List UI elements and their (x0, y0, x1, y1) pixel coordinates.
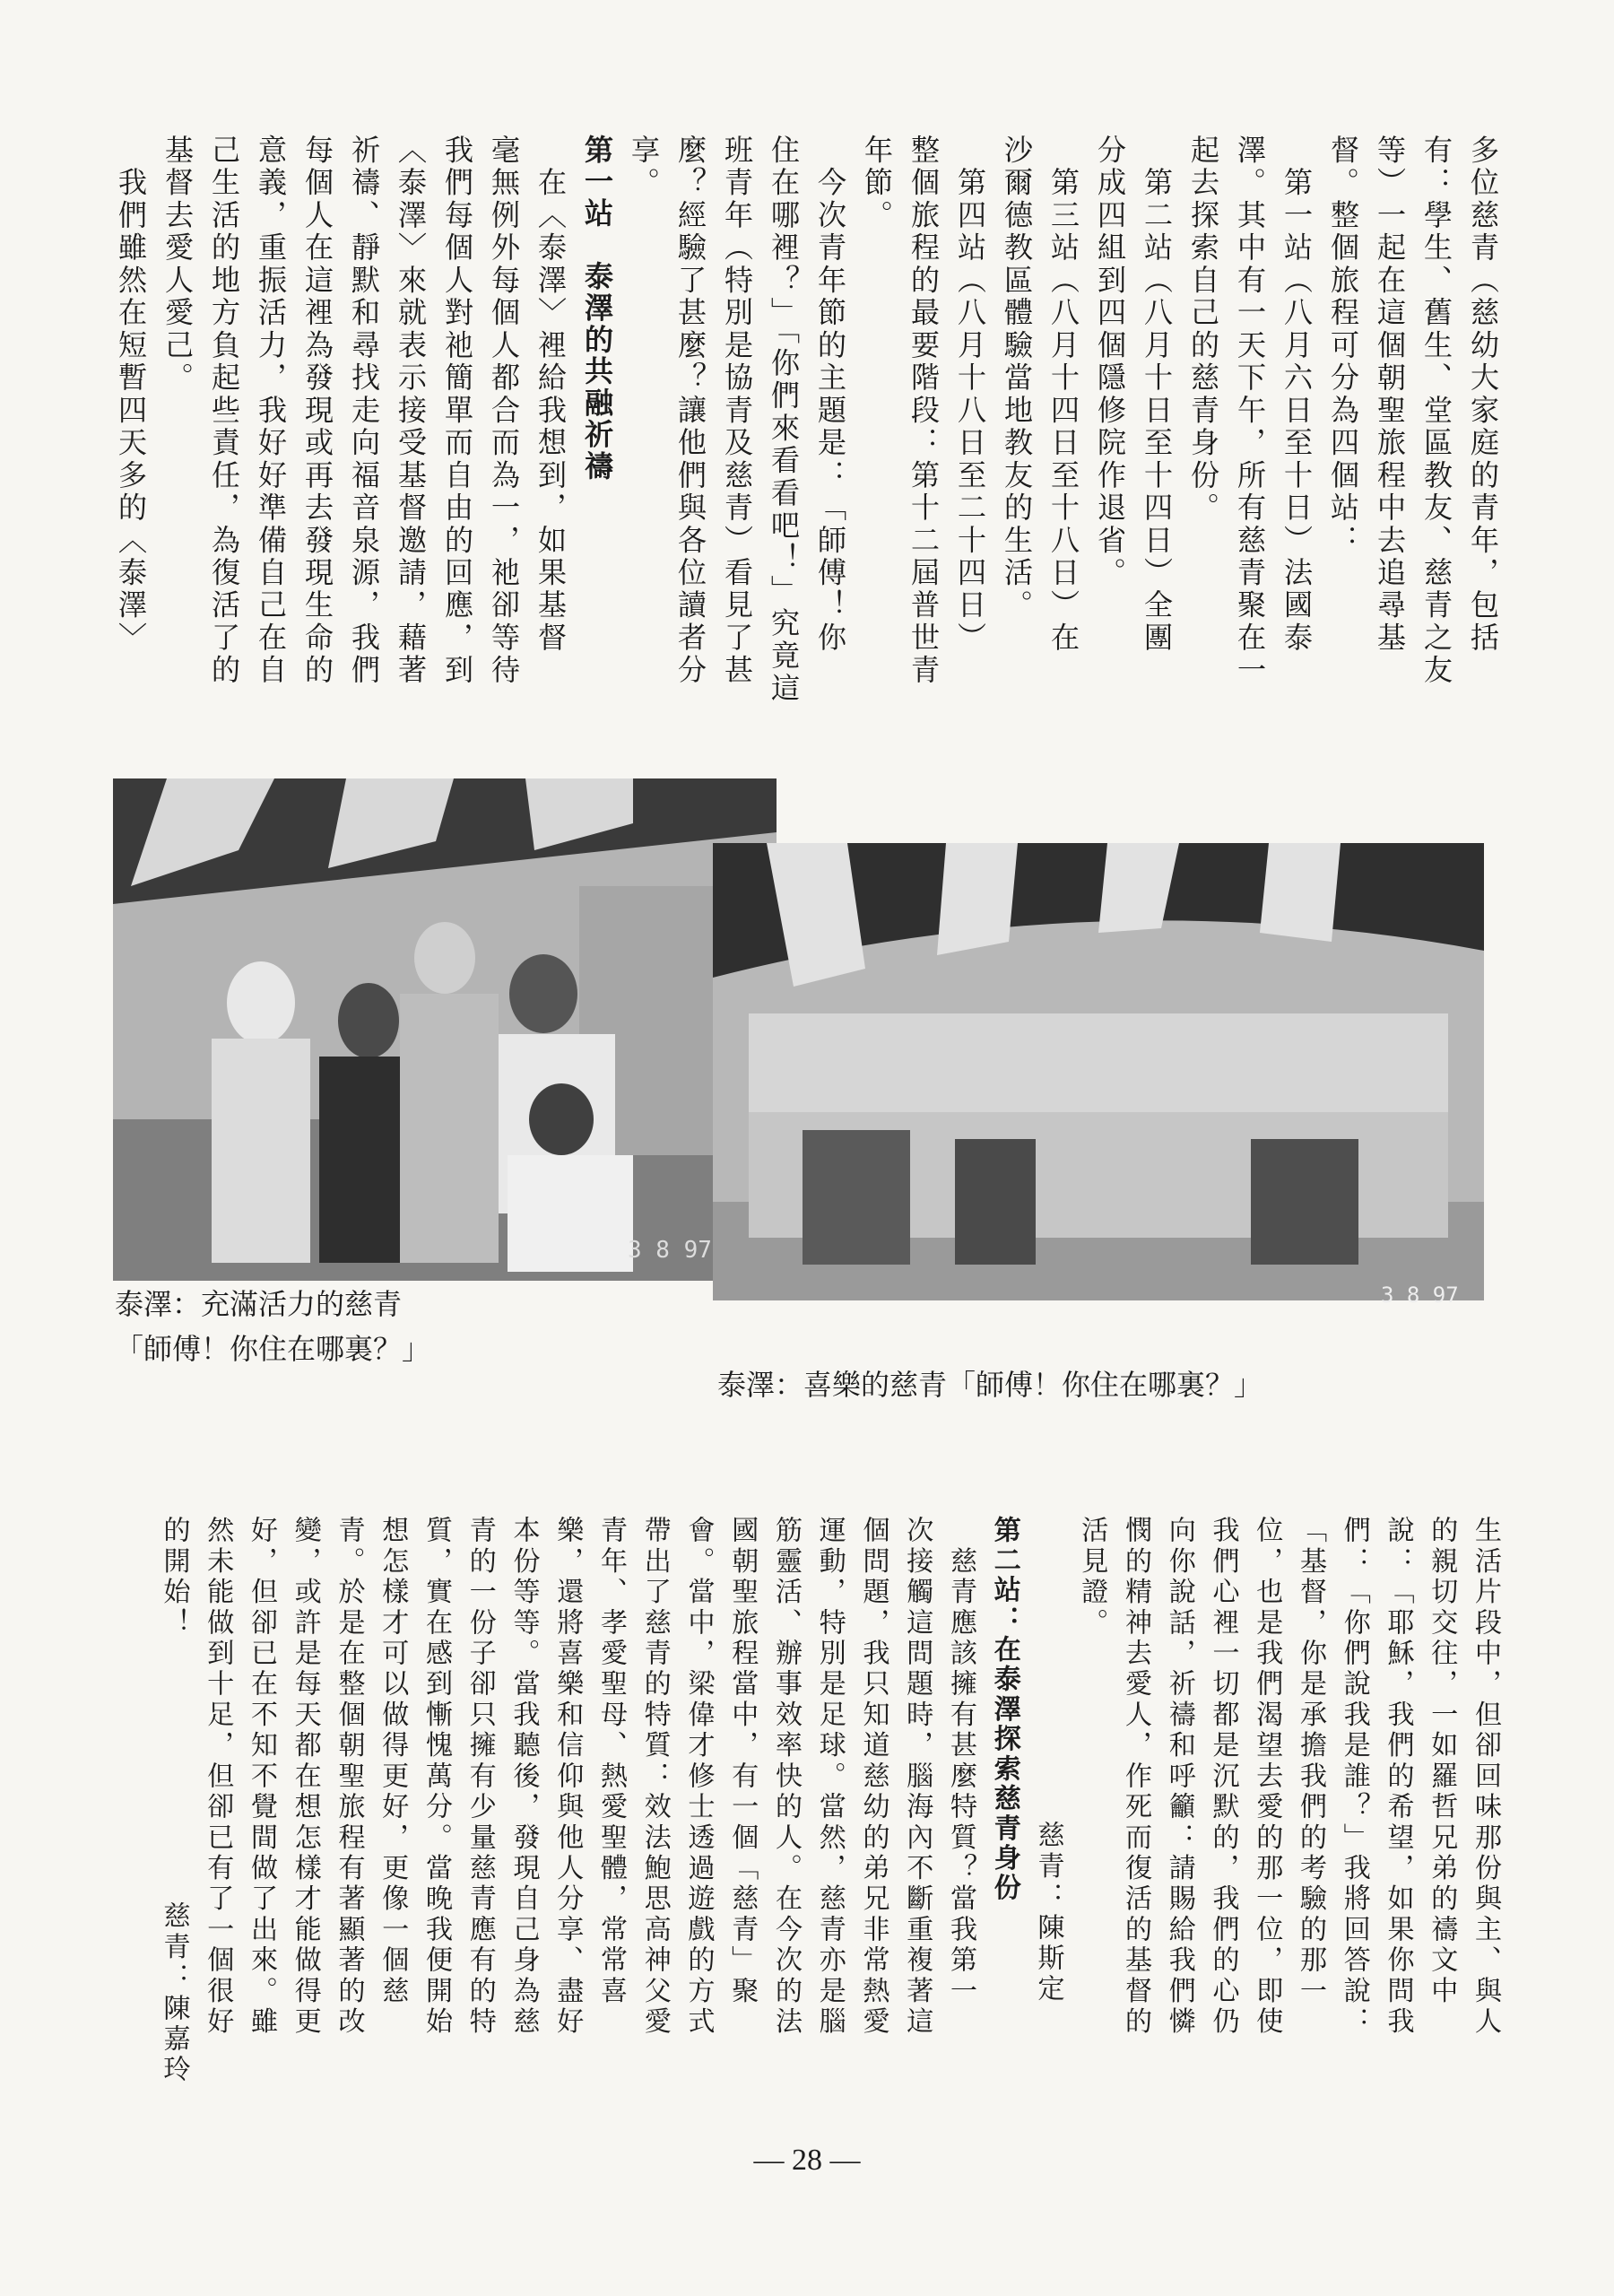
bottom-col: 向你說話，祈禱和呼籲：請賜給我們憐 (1163, 1516, 1195, 2038)
station1-col: 祈禱、靜默和尋找走向福音泉源，我們 (347, 135, 381, 688)
station1-col: 我們每個人對祂簡單而自由的回應，到 (440, 135, 474, 688)
station2-col: 筋靈活、辦事效率快的人。在今次的法 (770, 1516, 802, 2038)
photo-right-image (713, 843, 1484, 1300)
section-heading-2: 第二站：在泰澤探索慈青身份 (988, 1516, 1020, 1903)
bottom-col: 們：「你們說我是誰？」我將回答說： (1338, 1516, 1370, 2038)
station2-col: 好，但卻已在不知不覺間做了出來。雖 (246, 1516, 277, 2038)
station2-col: 變，或許是每天都在想怎樣才能做得更 (289, 1516, 321, 2038)
photo-left (113, 778, 777, 1281)
top-col: 等）一起在這個朝聖旅程中去追尋基 (1373, 135, 1407, 655)
station2-col: 國朝聖旅程當中，有一個「慈青」聚 (726, 1516, 759, 2007)
top-col: 麼？經驗了甚麼？讓他們與各位讀者分 (673, 135, 707, 688)
station1-col: 每個人在這裡為發現或再去發現生命的 (300, 135, 334, 688)
station1-col: 〈泰澤〉來就表示接受基督邀請，藉著 (394, 135, 428, 688)
top-col: 住在哪裡？」「你們來看看吧！」究竟這 (767, 135, 801, 706)
bottom-col: 憫的精神去愛人，作死而復活的基督的 (1120, 1516, 1151, 2038)
station1-col: 在〈泰澤〉裡給我想到，如果基督 (534, 135, 568, 655)
author-2: 慈青：陳嘉玲 (158, 1901, 190, 2086)
photo-right-date: 3 8 97 (1381, 1283, 1459, 1308)
section-heading-1: 第一站 泰澤的共融祈禱 (580, 135, 614, 483)
photo-left-caption-2: 「師傅！你住在哪裏？」 (115, 1332, 431, 1366)
station2-col: 個問題，我只知道慈幼的弟兄非常熱愛 (857, 1516, 889, 2038)
bottom-col: 我們心裡一切都是沉默的，我們的心仍 (1207, 1516, 1239, 2038)
station2-col: 帶出了慈青的特質：效法鮑思高神父愛 (638, 1516, 671, 2038)
station2-col: 質，實在感到慚愧萬分。當晚我便開始 (421, 1516, 452, 2038)
top-col: 多位慈青（慈幼大家庭的青年，包括 (1466, 135, 1500, 655)
station1-col: 基督去愛人愛己。 (161, 135, 195, 395)
photo-right (713, 843, 1484, 1300)
station2-col: 次接觸這問題時，腦海內不斷重複著這 (901, 1516, 933, 2038)
station2-col: 慈青應該擁有甚麼特質？當我第一 (945, 1516, 976, 2007)
station1-col: 毫無例外每個人都合而為一，祂卻等待 (487, 135, 521, 688)
station2-col: 青。於是在整個朝聖旅程有著顯著的改 (333, 1516, 365, 2038)
bottom-col: 活見證。 (1076, 1516, 1108, 1639)
bottom-col: 位，也是我們渴望去愛的那一位，即使 (1251, 1516, 1283, 2038)
top-col: 今次青年節的主題是：「師傅！你 (813, 135, 847, 655)
station2-col: 想怎樣才可以做得更好，更像一個慈 (377, 1516, 409, 2007)
station2-col: 然未能做到十足，但卻已有了一個很好 (202, 1516, 234, 2038)
top-col: 沙爾德教區體驗當地教友的生活。 (1000, 135, 1034, 622)
station1-col: 己生活的地方負起些責任，為復活了的 (207, 135, 241, 688)
top-col: 享。 (627, 135, 661, 200)
photo-left-caption-1: 泰澤：充滿活力的慈青 (115, 1287, 403, 1321)
station2-col: 會。當中，梁偉才修士透過遊戲的方式 (682, 1516, 715, 2038)
top-col: 起去探索自己的慈青身份。 (1186, 135, 1220, 525)
top-col: 有：學生、舊生、堂區教友、慈青之友 (1419, 135, 1453, 688)
top-col: 第一站（八月六日至十日）法國泰 (1280, 135, 1314, 655)
top-col: 分成四組到四個隱修院作退省。 (1093, 135, 1127, 590)
station2-col: 運動，特別是足球。當然，慈青亦是腦 (813, 1516, 846, 2038)
station1-col: 意義，重振活力，我好好準備自己在自 (254, 135, 288, 688)
top-col: 澤。其中有一天下午，所有慈青聚在一 (1233, 135, 1267, 688)
page-number: — 28 — (753, 2144, 861, 2177)
station2-col: 青年、孝愛聖母、熱愛聖體，常常喜 (595, 1516, 627, 2007)
station2-col: 青的一份子卻只擁有少量慈青應有的特 (464, 1516, 496, 2038)
bottom-col: 生活片段中，但卻回味那份與主、與人 (1470, 1516, 1501, 2038)
bottom-col: 的親切交往，一如羅哲兄弟的禱文中 (1426, 1516, 1458, 2007)
station1-col: 我們雖然在短暫四天多的〈泰澤〉 (114, 135, 148, 655)
top-col: 整個旅程的最要階段：第十二屆普世青 (907, 135, 941, 688)
top-col: 第三站（八月十四日至十八日）在 (1046, 135, 1080, 655)
top-col: 第二站（八月十日至十四日）全團 (1140, 135, 1174, 655)
station2-col: 的開始！ (158, 1516, 190, 1639)
top-col: 第四站（八月十八日至二十四日） (953, 135, 987, 655)
top-col: 班青年（特別是協青及慈青）看見了甚 (720, 135, 754, 688)
author-1: 慈青：陳斯定 (1032, 1821, 1064, 2005)
photo-right-caption: 泰澤：喜樂的慈青「師傅！你住在哪裏？」 (717, 1368, 1263, 1402)
bottom-col: 「基督，你是承擔我們的考驗的那一 (1295, 1516, 1326, 2007)
station2-col: 樂，還將喜樂和信仰與他人分享、盡好 (551, 1516, 584, 2038)
bottom-col: 說：「耶穌，我們的希望，如果你問我 (1382, 1516, 1414, 2038)
photo-left-date: 3 8 97 (628, 1237, 712, 1264)
photo-left-image (113, 778, 777, 1281)
station2-col: 本份等等。當我聽後，發現自己身為慈 (508, 1516, 540, 2038)
top-col: 督。整個旅程可分為四個站： (1326, 135, 1360, 558)
top-col: 年節。 (860, 135, 894, 232)
